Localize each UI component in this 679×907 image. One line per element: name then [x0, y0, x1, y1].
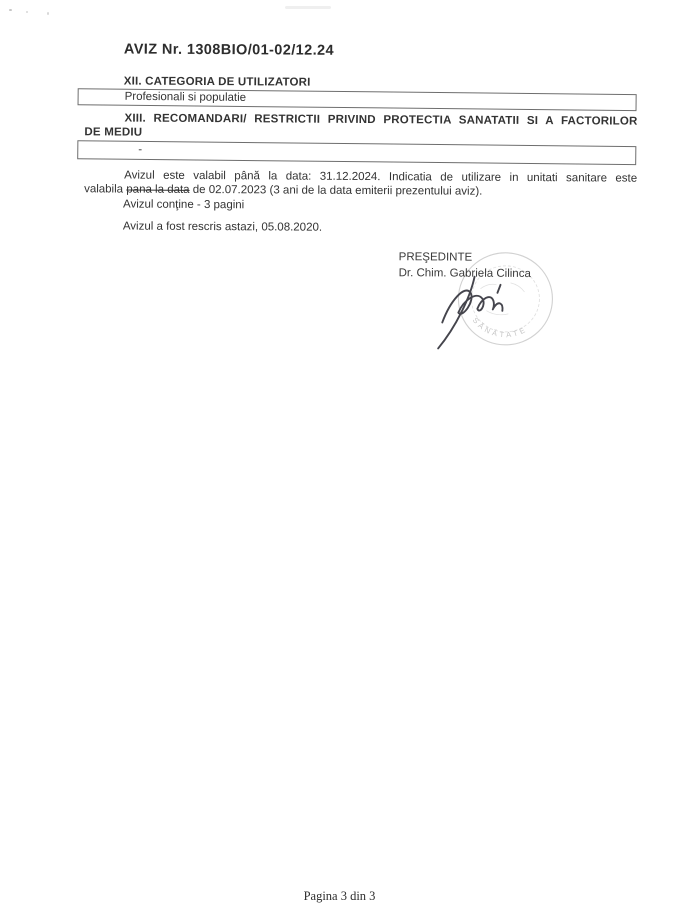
signer-role: PREŞEDINTE	[398, 251, 473, 264]
validity-paragraph	[84, 169, 637, 199]
page-number: Pagina 3 din 3	[303, 889, 376, 903]
validity-line2-struck-text: pana la data	[126, 183, 190, 196]
document-title: AVIZ Nr. 1308BIO/01-02/12.24	[123, 41, 335, 59]
section-xiii-heading-line2: DE MEDIU	[84, 125, 143, 139]
section-xii-value: Profesionali si populatie	[124, 90, 247, 104]
validity-line2-suffix: de 02.07.2023 (3 ani de la data emiterii prezentului aviz).	[189, 183, 483, 198]
section-xiii-heading	[84, 112, 637, 142]
pages-note: Avizul conţine - 3 pagini	[122, 198, 245, 212]
section-xiii-value: -	[138, 143, 143, 156]
handwritten-signature-icon	[430, 270, 545, 353]
section-xii-value-box	[78, 88, 637, 111]
section-xiii-value-box	[77, 140, 636, 165]
signer-name: Dr. Chim. Gabriela Cilinca	[398, 267, 531, 281]
validity-line2-prefix: valabila	[84, 182, 127, 196]
rewrite-note: Avizul a fost rescris astazi, 05.08.2020.	[122, 220, 323, 234]
validity-line1: Avizul este valabil până la data: 31.12.2024. Indicatia de utilizare in unitati sanitare este	[124, 169, 638, 185]
stamp-rim-text: SĂNĂTATE	[470, 315, 530, 340]
section-xiii-heading-line1: XIII. RECOMANDARI/ RESTRICTII PRIVIND PROTECTIA SANATATII SI A FACTORILOR	[124, 112, 638, 128]
section-xii-heading: XII. CATEGORIA DE UTILIZATORI	[123, 75, 311, 89]
